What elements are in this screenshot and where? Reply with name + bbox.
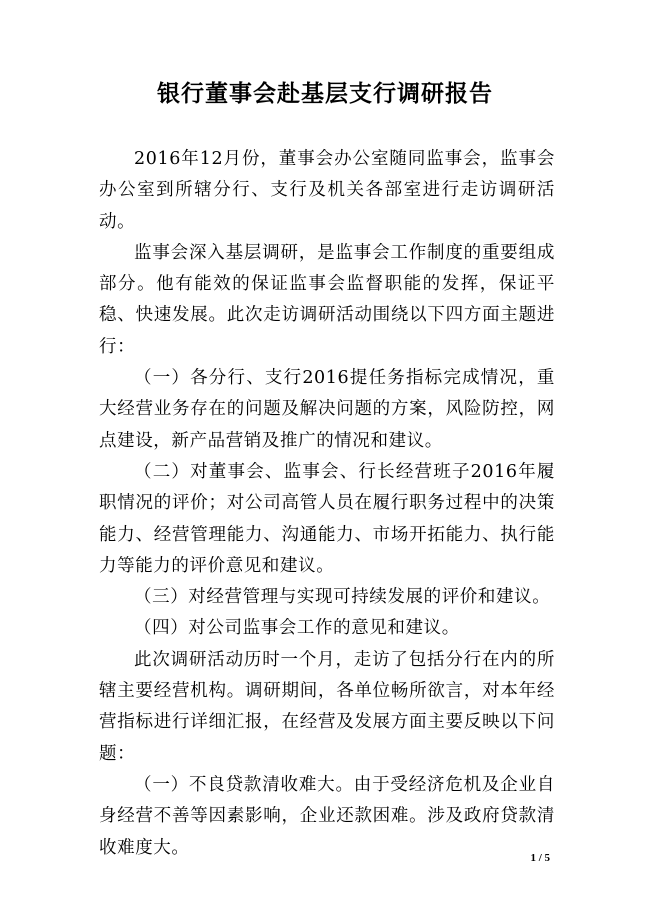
paragraph-topic-1: （一）各分行、支行2016提任务指标完成情况，重大经营业务存在的问题及解决问题的方案，风险防控，网点建设，新产品营销及推广的情况和建议。: [99, 368, 555, 451]
paragraph-findings: 此次调研活动历时一个月，走访了包括分行在内的所辖主要经营机构。调研期间，各单位畅所欲言，对本年经营指标进行详细汇报，在经营及发展方面主要反映以下问题：: [99, 649, 555, 764]
paragraph-purpose: 监事会深入基层调研，是监事会工作制度的重要组成部分。他有能效的保证监事会监督职能的发挥，保证平稳、快速发展。此次走访调研活动围绕以下四方面主题进行：: [99, 242, 555, 357]
paragraph-intro: 2016年12月份，董事会办公室随同监事会，监事会办公室到所辖分行、支行及机关各部室进行走访调研活动。: [99, 149, 555, 232]
document-title: 银行董事会赴基层支行调研报告: [157, 80, 493, 107]
document-body: [99, 144, 555, 864]
paragraph-topic-4: （四）对公司监事会工作的意见和建议。: [134, 618, 460, 639]
page-number: 1 / 5: [530, 852, 550, 864]
paragraph-topic-3: （三）对经营管理与实现可持续发展的评价和建议。: [134, 587, 551, 608]
paragraph-issue-1: （一）不良贷款清收难大。由于受经济危机及企业自身经营不善等因素影响，企业还款困难。涉及政府贷款清收难度大。: [99, 774, 555, 858]
paragraph-topic-2: （二）对董事会、监事会、行长经营班子2016年履职情况的评价；对公司高管人员在履行职务过程中的决策能力、经营管理能力、沟通能力、市场开拓能力、执行能力等能力的评价意见和建议。: [99, 461, 555, 576]
